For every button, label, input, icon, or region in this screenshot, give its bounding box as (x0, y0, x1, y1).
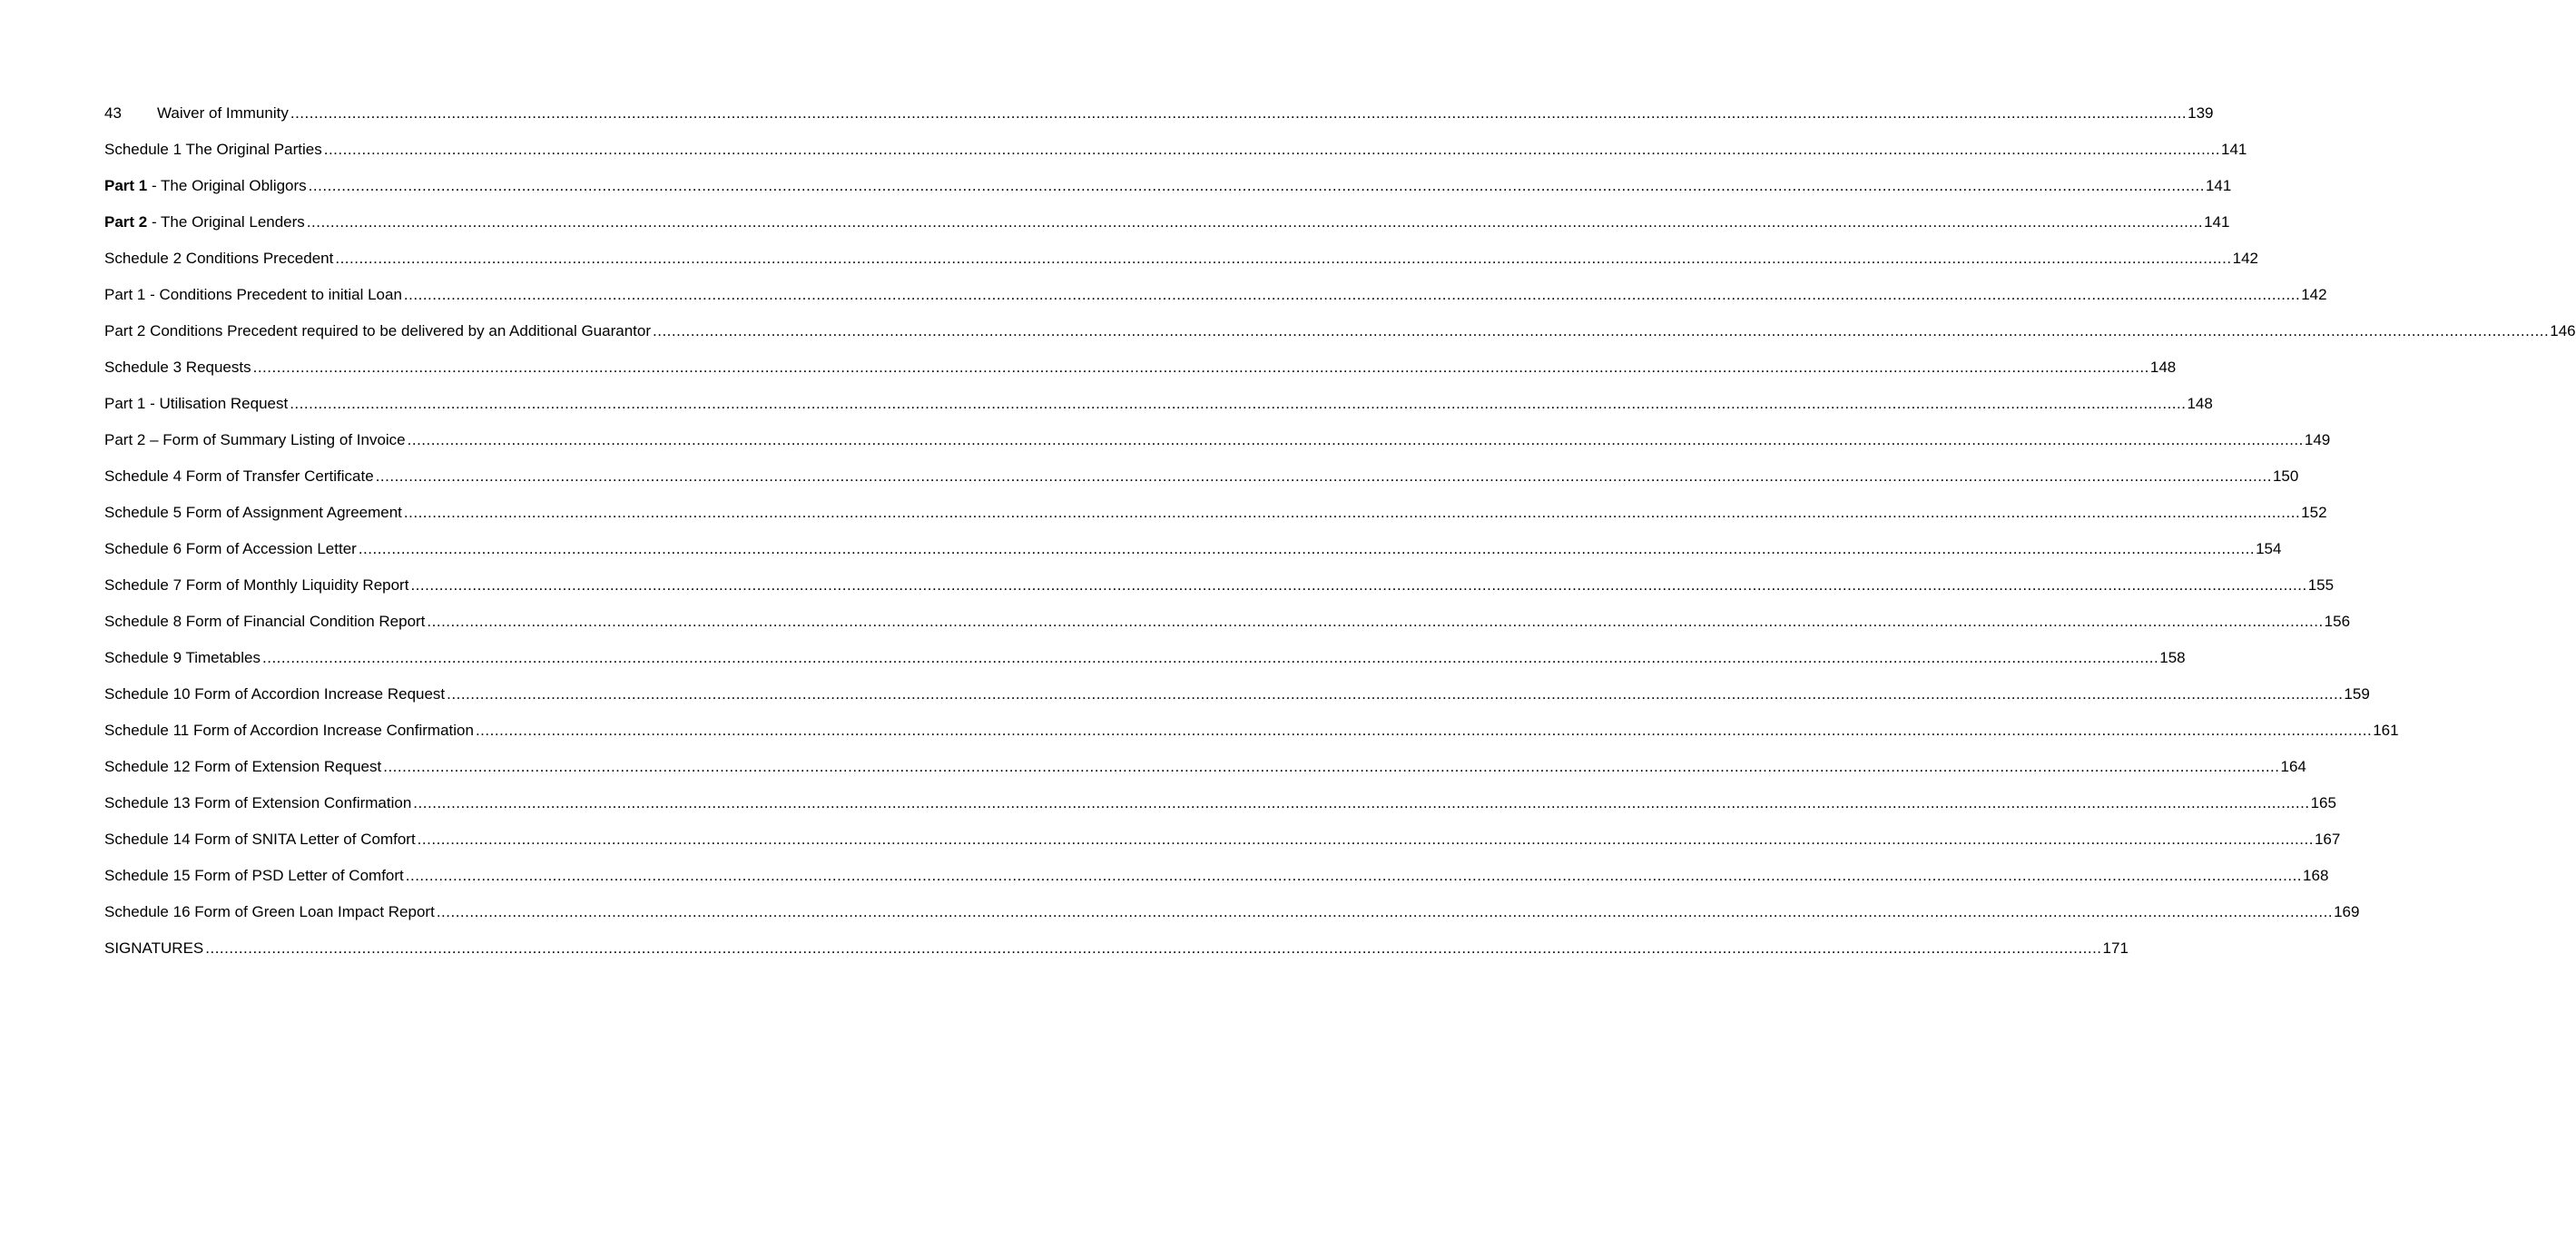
toc-dot-leader: ................................................................................................................................................................................................................................................................................................................................................................................................................ (358, 540, 2256, 557)
toc-entry-title-text: Schedule 6 Form of Accession Letter (104, 540, 357, 557)
toc-dot-leader: ................................................................................................................................................................................................................................................................................................................................................................................................................ (436, 903, 2334, 920)
toc-entry-title (104, 538, 357, 560)
toc-entry-title-text: Schedule 15 Form of PSD Letter of Comfort (104, 867, 404, 884)
toc-entry-title-text: Schedule 5 Form of Assignment Agreement (104, 504, 402, 521)
toc-entry-title (104, 248, 333, 270)
toc-entry-page-number: 152 (2301, 504, 2327, 521)
toc-entry-page-number: 150 (2272, 467, 2299, 485)
toc-entry[interactable] (104, 901, 2360, 938)
toc-entry-page-number: 148 (2149, 359, 2177, 376)
toc-dot-leader: ................................................................................................................................................................................................................................................................................................................................................................................................................ (417, 831, 2314, 848)
toc-dot-leader: ................................................................................................................................................................................................................................................................................................................................................................................................................ (427, 613, 2324, 630)
toc-entry[interactable] (104, 175, 2232, 211)
toc-entry-title (104, 938, 203, 959)
toc-entry-title (104, 211, 305, 233)
toc-dot-leader: ................................................................................................................................................................................................................................................................................................................................................................................................................ (413, 794, 2310, 811)
toc-entry-page-number: 161 (2373, 722, 2399, 739)
toc-entry-title (104, 357, 251, 379)
toc-entry-page-number: 141 (2204, 213, 2230, 231)
toc-entry-page-number: 146 (2550, 322, 2576, 339)
toc-entry-page-number: 171 (2102, 939, 2129, 957)
toc-dot-leader: ................................................................................................................................................................................................................................................................................................................................................................................................................ (375, 467, 2272, 485)
toc-entry[interactable] (104, 756, 2306, 792)
toc-dot-leader: ................................................................................................................................................................................................................................................................................................................................................................................................................ (290, 395, 2187, 412)
toc-dot-leader: ................................................................................................................................................................................................................................................................................................................................................................................................................ (383, 758, 2280, 775)
toc-entry-title-text: - The Original Lenders (147, 213, 305, 231)
toc-dot-leader: ................................................................................................................................................................................................................................................................................................................................................................................................................ (308, 177, 2205, 194)
toc-dot-leader: ................................................................................................................................................................................................................................................................................................................................................................................................................ (262, 649, 2159, 666)
toc-entry[interactable] (104, 103, 2214, 139)
toc-dot-leader: ................................................................................................................................................................................................................................................................................................................................................................................................................ (323, 141, 2220, 158)
toc-entry-title-text: Schedule 8 Form of Financial Condition Report (104, 613, 426, 630)
toc-entry-title-text: Schedule 4 Form of Transfer Certificate (104, 467, 374, 485)
toc-entry-title-text: Schedule 1 The Original Parties (104, 141, 322, 158)
toc-entry-title (104, 466, 374, 487)
toc-entry[interactable] (104, 502, 2327, 538)
toc-entry-page-number: 167 (2314, 831, 2341, 848)
toc-dot-leader: ................................................................................................................................................................................................................................................................................................................................................................................................................ (290, 104, 2188, 122)
toc-entry-title (104, 284, 402, 306)
toc-entry-title-text: Schedule 2 Conditions Precedent (104, 250, 334, 267)
toc-entry-page-number: 141 (2220, 141, 2247, 158)
toc-entry-title-text: - The Original Obligors (147, 177, 307, 194)
toc-entry[interactable] (104, 938, 2129, 974)
toc-entry-page-number: 139 (2188, 104, 2214, 122)
toc-entry-title (104, 901, 435, 923)
toc-entry[interactable] (104, 466, 2299, 502)
toc-entry-page-number: 148 (2187, 395, 2213, 412)
toc-entry-title (104, 829, 416, 851)
toc-entry[interactable] (104, 683, 2370, 720)
toc-entry[interactable] (104, 357, 2177, 393)
toc-entry-title-text: Schedule 14 Form of SNITA Letter of Comfort (104, 831, 416, 848)
toc-entry[interactable] (104, 429, 2331, 466)
toc-entry-title (104, 647, 261, 669)
toc-entry-title-text: Schedule 7 Form of Monthly Liquidity Report (104, 576, 409, 594)
toc-entry-title (104, 320, 651, 342)
toc-entry-title (104, 175, 307, 197)
toc-entry[interactable] (104, 139, 2247, 175)
toc-entry-page-number: 159 (2344, 685, 2370, 703)
toc-entry-page-number: 141 (2205, 177, 2232, 194)
toc-entry-page-number: 165 (2310, 794, 2336, 811)
toc-entry-title (104, 756, 381, 778)
toc-entry-title (104, 611, 425, 633)
toc-entry[interactable] (104, 575, 2335, 611)
toc-dot-leader: ................................................................................................................................................................................................................................................................................................................................................................................................................ (205, 939, 2102, 957)
toc-entry-page-number: 154 (2256, 540, 2282, 557)
toc-entry[interactable] (104, 248, 2258, 284)
toc-entry[interactable] (104, 284, 2327, 320)
toc-entry-title (104, 720, 474, 742)
toc-entry-title-text: Part 1 - Utilisation Request (104, 395, 289, 412)
toc-entry-title (104, 575, 408, 596)
table-of-contents (104, 103, 2576, 974)
toc-entry-page-number: 155 (2307, 576, 2335, 594)
toc-entry-part-label: Part 2 (104, 213, 148, 231)
toc-entry-page-number: 142 (2301, 286, 2327, 303)
toc-entry-title-text: Part 2 – Form of Summary Listing of Invoice (104, 431, 406, 448)
toc-entry-title-text: Schedule 16 Form of Green Loan Impact Report (104, 903, 435, 920)
toc-entry-title-text: Schedule 10 Form of Accordion Increase Request (104, 685, 446, 703)
toc-entry-title-text: Part 2 Conditions Precedent required to be delivered by an Additional Guarantor (104, 322, 651, 339)
toc-entry-title-text: SIGNATURES (104, 939, 204, 957)
toc-entry[interactable] (104, 211, 2230, 248)
toc-entry-page-number: 142 (2232, 250, 2258, 267)
toc-entry-title (104, 865, 404, 887)
toc-entry-title-text: Part 1 - Conditions Precedent to initial Loan (104, 286, 402, 303)
toc-entry-title-text: Schedule 3 Requests (104, 359, 251, 376)
toc-entry-title-text: Schedule 11 Form of Accordion Increase Confirmation (104, 722, 474, 739)
toc-dot-leader: ................................................................................................................................................................................................................................................................................................................................................................................................................ (407, 431, 2304, 448)
toc-dot-leader: ................................................................................................................................................................................................................................................................................................................................................................................................................ (410, 576, 2307, 594)
toc-entry[interactable] (104, 720, 2399, 756)
toc-dot-leader: ................................................................................................................................................................................................................................................................................................................................................................................................................ (475, 722, 2373, 739)
toc-entry[interactable] (104, 611, 2351, 647)
toc-entry-title-text: Schedule 9 Timetables (104, 649, 261, 666)
toc-entry-title (104, 792, 411, 814)
toc-entry[interactable] (104, 538, 2282, 575)
toc-dot-leader: ................................................................................................................................................................................................................................................................................................................................................................................................................ (335, 250, 2232, 267)
toc-entry-page-number: 169 (2334, 903, 2360, 920)
toc-entry[interactable] (104, 393, 2213, 429)
toc-entry-title (104, 139, 322, 161)
toc-entry[interactable] (104, 792, 2336, 829)
toc-entry-title (104, 393, 288, 415)
toc-dot-leader: ................................................................................................................................................................................................................................................................................................................................................................................................................ (306, 213, 2204, 231)
toc-dot-leader: ................................................................................................................................................................................................................................................................................................................................................................................................................ (403, 286, 2301, 303)
toc-entry-page-number: 164 (2280, 758, 2306, 775)
toc-entry-title (104, 683, 445, 705)
toc-dot-leader: ................................................................................................................................................................................................................................................................................................................................................................................................................ (405, 867, 2303, 884)
toc-entry[interactable] (104, 865, 2329, 901)
toc-entry-part-label: Part 1 (104, 177, 148, 194)
toc-dot-leader: ................................................................................................................................................................................................................................................................................................................................................................................................................ (252, 359, 2149, 376)
toc-entry-title-text: Schedule 13 Form of Extension Confirmation (104, 794, 412, 811)
toc-entry-page-number: 149 (2304, 431, 2331, 448)
toc-entry-title-text: Waiver of Immunity (157, 104, 289, 122)
toc-entry-title-text: Schedule 12 Form of Extension Request (104, 758, 382, 775)
toc-entry[interactable] (104, 320, 2576, 357)
toc-dot-leader: ................................................................................................................................................................................................................................................................................................................................................................................................................ (447, 685, 2344, 703)
toc-entry-number: 43 (104, 104, 122, 122)
toc-dot-leader: ................................................................................................................................................................................................................................................................................................................................................................................................................ (403, 504, 2301, 521)
toc-entry-title (157, 103, 289, 124)
toc-entry-title (104, 502, 402, 524)
toc-dot-leader: ................................................................................................................................................................................................................................................................................................................................................................................................................ (653, 322, 2550, 339)
toc-entry-page-number: 168 (2303, 867, 2329, 884)
toc-entry[interactable] (104, 647, 2186, 683)
toc-entry-page-number: 156 (2324, 613, 2351, 630)
toc-entry-page-number: 158 (2159, 649, 2186, 666)
toc-entry[interactable] (104, 829, 2341, 865)
toc-entry-title (104, 429, 406, 451)
